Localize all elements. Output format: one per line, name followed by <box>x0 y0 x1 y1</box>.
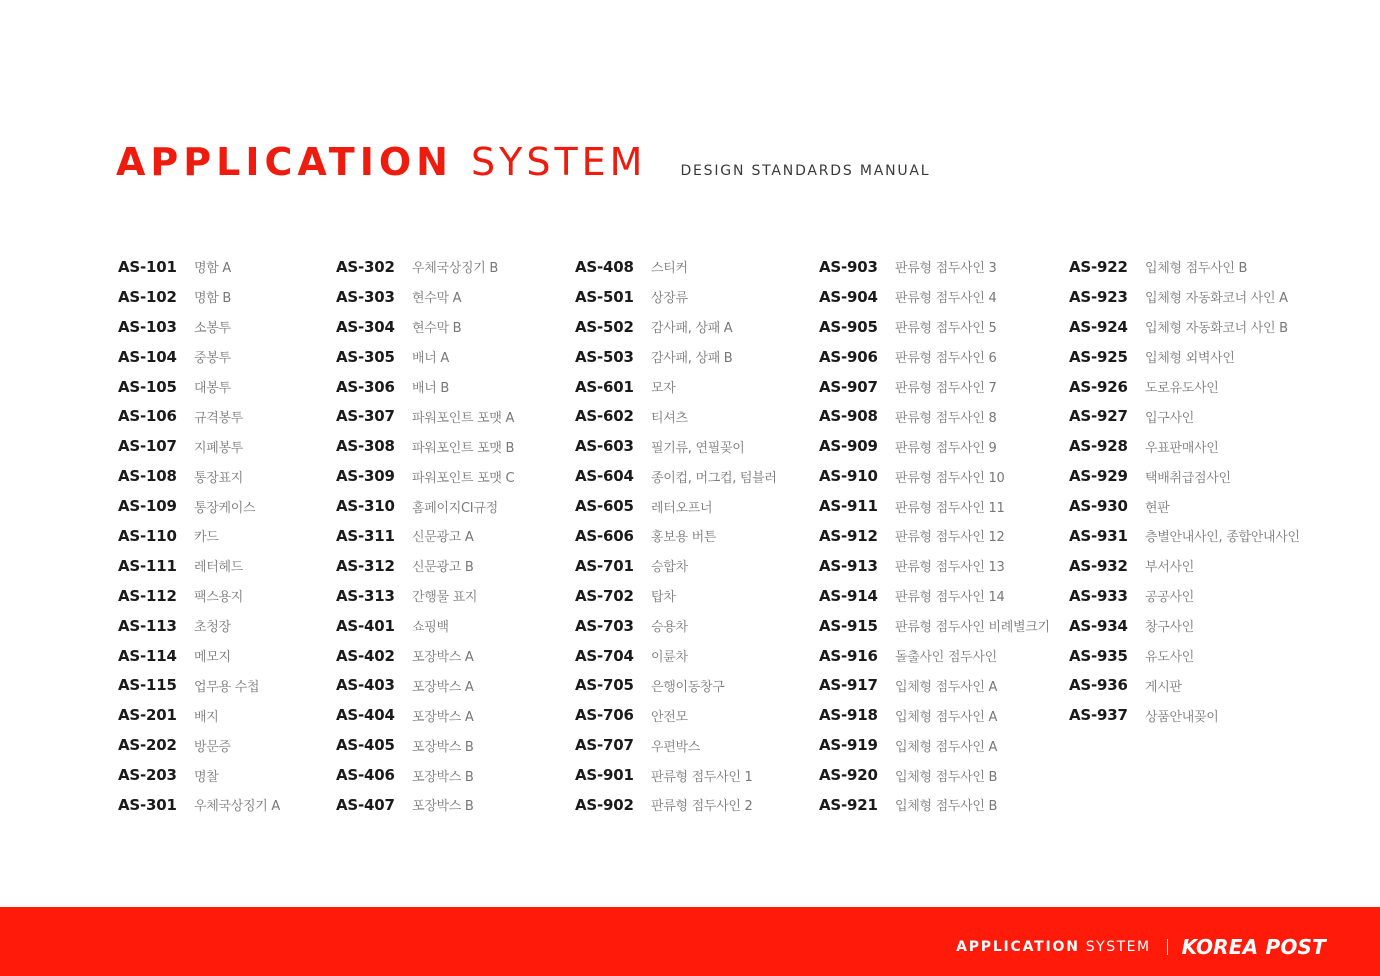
index-item <box>1069 342 1300 372</box>
index-item <box>1069 551 1300 581</box>
item-code: AS-928 <box>1069 437 1128 456</box>
item-name: 감사패, 상패 A <box>651 321 733 337</box>
index-item <box>575 670 777 700</box>
item-name: 신문광고 A <box>412 530 474 546</box>
index-item <box>575 700 777 730</box>
item-name: 은행이동창구 <box>651 679 725 695</box>
item-code: AS-403 <box>336 676 395 695</box>
item-code: AS-917 <box>819 676 878 695</box>
item-name: 포장박스 A <box>412 650 474 666</box>
item-code: AS-601 <box>575 377 634 396</box>
index-item <box>336 401 514 431</box>
item-code: AS-926 <box>1069 377 1128 396</box>
item-name: 신문광고 B <box>412 560 474 576</box>
item-name: 우체국상징기 B <box>412 261 498 277</box>
item-name: 상품안내꽂이 <box>1145 709 1219 725</box>
item-name: 판류형 점두사인 13 <box>895 560 1005 576</box>
index-item <box>819 581 1050 611</box>
item-name: 메모지 <box>194 650 231 666</box>
index-item <box>819 670 1050 700</box>
index-item <box>575 790 777 820</box>
index-item <box>575 760 777 790</box>
index-item <box>118 461 280 491</box>
index-item <box>118 641 280 671</box>
item-code: AS-308 <box>336 437 395 456</box>
index-item <box>336 730 514 760</box>
item-code: AS-302 <box>336 257 395 276</box>
item-name: 레터헤드 <box>194 560 244 576</box>
index-item <box>336 431 514 461</box>
item-name: 포장박스 B <box>412 739 474 755</box>
item-code: AS-303 <box>336 287 395 306</box>
item-code: AS-307 <box>336 407 395 426</box>
index-item <box>336 700 514 730</box>
index-item <box>575 342 777 372</box>
index-item <box>819 521 1050 551</box>
item-name: 카드 <box>194 530 219 546</box>
item-code: AS-701 <box>575 556 634 575</box>
index-item <box>575 312 777 342</box>
index-item <box>336 521 514 551</box>
item-code: AS-909 <box>819 437 878 456</box>
index-item <box>1069 431 1300 461</box>
index-item <box>575 581 777 611</box>
index-item <box>1069 521 1300 551</box>
item-name: 창구사인 <box>1145 620 1195 636</box>
item-code: AS-704 <box>575 646 634 665</box>
item-code: AS-929 <box>1069 467 1128 486</box>
index-item <box>819 760 1050 790</box>
application-index <box>0 252 1380 832</box>
item-name: 명함 A <box>194 261 231 277</box>
item-name: 입구사인 <box>1145 410 1195 426</box>
index-item <box>575 491 777 521</box>
item-code: AS-401 <box>336 616 395 635</box>
item-name: 소봉투 <box>194 321 231 337</box>
item-code: AS-906 <box>819 347 878 366</box>
item-name: 판류형 점두사인 8 <box>895 410 997 426</box>
item-code: AS-920 <box>819 766 878 785</box>
index-item <box>336 282 514 312</box>
item-code: AS-311 <box>336 526 395 545</box>
item-name: 입체형 점두사인 B <box>1145 261 1248 277</box>
index-column-3 <box>575 252 777 820</box>
item-name: 배지 <box>194 709 219 725</box>
item-code: AS-203 <box>118 766 177 785</box>
index-item <box>118 401 280 431</box>
index-item <box>118 282 280 312</box>
item-code: AS-109 <box>118 497 177 516</box>
item-name: 포장박스 A <box>412 679 474 695</box>
item-code: AS-105 <box>118 377 177 396</box>
item-name: 판류형 점두사인 10 <box>895 470 1005 486</box>
item-name: 판류형 점두사인 6 <box>895 351 997 367</box>
footer-divider <box>1167 939 1168 955</box>
item-name: 입체형 점두사인 A <box>895 709 998 725</box>
item-name: 포장박스 B <box>412 799 474 815</box>
item-name: 판류형 점두사인 2 <box>651 799 753 815</box>
item-code: AS-901 <box>575 766 634 785</box>
item-code: AS-904 <box>819 287 878 306</box>
item-name: 입체형 점두사인 B <box>895 769 998 785</box>
subtitle: DESIGN STANDARDS MANUAL <box>680 163 931 179</box>
item-code: AS-921 <box>819 795 878 814</box>
index-item <box>1069 461 1300 491</box>
index-item <box>575 521 777 551</box>
index-item <box>336 790 514 820</box>
index-item <box>118 312 280 342</box>
item-name: 승합차 <box>651 560 688 576</box>
item-name: 게시판 <box>1145 679 1182 695</box>
index-item <box>575 461 777 491</box>
title-application: APPLICATION <box>116 140 453 184</box>
item-code: AS-933 <box>1069 586 1128 605</box>
item-name: 돌출사인 점두사인 <box>895 650 997 666</box>
item-code: AS-502 <box>575 317 634 336</box>
item-code: AS-702 <box>575 586 634 605</box>
index-item <box>336 611 514 641</box>
item-name: 명함 B <box>194 291 231 307</box>
item-name: 업무용 수첩 <box>194 679 260 695</box>
item-name: 상장류 <box>651 291 688 307</box>
item-code: AS-927 <box>1069 407 1128 426</box>
item-name: 판류형 점두사인 14 <box>895 590 1005 606</box>
item-code: AS-201 <box>118 706 177 725</box>
item-code: AS-108 <box>118 467 177 486</box>
item-code: AS-603 <box>575 437 634 456</box>
item-name: 우편박스 <box>651 739 701 755</box>
item-name: 티셔츠 <box>651 410 688 426</box>
item-code: AS-902 <box>575 795 634 814</box>
item-code: AS-115 <box>118 676 177 695</box>
item-code: AS-313 <box>336 586 395 605</box>
index-item <box>819 372 1050 402</box>
index-item <box>819 431 1050 461</box>
index-item <box>118 252 280 282</box>
item-code: AS-306 <box>336 377 395 396</box>
item-name: 입체형 점두사인 B <box>895 799 998 815</box>
item-name: 입체형 점두사인 A <box>895 679 998 695</box>
item-name: 간행물 표지 <box>412 590 478 606</box>
index-item <box>118 581 280 611</box>
index-item <box>1069 611 1300 641</box>
index-item <box>575 282 777 312</box>
index-item <box>1069 401 1300 431</box>
item-name: 배너 B <box>412 381 449 396</box>
index-item <box>575 372 777 402</box>
item-code: AS-910 <box>819 467 878 486</box>
item-name: 택배취급점사인 <box>1145 470 1231 486</box>
index-item <box>336 641 514 671</box>
item-name: 통장표지 <box>194 470 244 486</box>
item-code: AS-604 <box>575 467 634 486</box>
item-code: AS-402 <box>336 646 395 665</box>
item-name: 현수막 B <box>412 321 462 337</box>
item-code: AS-707 <box>575 736 634 755</box>
item-name: 승용차 <box>651 620 688 636</box>
item-name: 홍보용 버튼 <box>651 530 717 546</box>
index-item <box>118 700 280 730</box>
item-name: 우표판매사인 <box>1145 440 1219 456</box>
item-code: AS-301 <box>118 795 177 814</box>
item-name: 레터오프너 <box>651 500 713 516</box>
index-item <box>575 551 777 581</box>
index-item <box>575 611 777 641</box>
item-code: AS-914 <box>819 586 878 605</box>
item-code: AS-925 <box>1069 347 1128 366</box>
item-name: 우체국상징기 A <box>194 799 280 815</box>
item-name: 지폐봉투 <box>194 440 244 456</box>
item-name: 규격봉투 <box>194 410 244 426</box>
item-code: AS-908 <box>819 407 878 426</box>
item-name: 탑차 <box>651 590 676 606</box>
index-item <box>118 790 280 820</box>
item-code: AS-934 <box>1069 616 1128 635</box>
item-code: AS-406 <box>336 766 395 785</box>
index-item <box>118 730 280 760</box>
index-item <box>575 401 777 431</box>
item-name: 이륜차 <box>651 650 688 666</box>
item-code: AS-923 <box>1069 287 1128 306</box>
index-item <box>819 461 1050 491</box>
index-item <box>575 431 777 461</box>
index-column-4 <box>819 252 1050 820</box>
item-name: 판류형 점두사인 1 <box>651 769 753 785</box>
item-name: 입체형 자동화코너 사인 A <box>1145 291 1288 307</box>
index-item <box>1069 282 1300 312</box>
item-name: 안전모 <box>651 709 688 725</box>
index-item <box>118 760 280 790</box>
item-code: AS-312 <box>336 556 395 575</box>
korea-post-logo: KOREA POST <box>1181 935 1326 959</box>
item-name: 팩스용지 <box>194 590 244 606</box>
index-item <box>336 342 514 372</box>
item-name: 입체형 점두사인 A <box>895 739 998 755</box>
index-item <box>1069 670 1300 700</box>
item-code: AS-935 <box>1069 646 1128 665</box>
item-code: AS-304 <box>336 317 395 336</box>
index-item <box>819 342 1050 372</box>
item-name: 감사패, 상패 B <box>651 351 733 367</box>
item-name: 유도사인 <box>1145 650 1195 666</box>
item-code: AS-107 <box>118 437 177 456</box>
item-code: AS-922 <box>1069 257 1128 276</box>
item-code: AS-705 <box>575 676 634 695</box>
item-name: 파워포인트 포맷 A <box>412 410 515 426</box>
item-code: AS-112 <box>118 586 177 605</box>
index-item <box>336 372 514 402</box>
item-code: AS-911 <box>819 497 878 516</box>
item-name: 명찰 <box>194 769 219 785</box>
item-name: 모자 <box>651 381 676 396</box>
index-item <box>336 491 514 521</box>
index-item <box>336 581 514 611</box>
index-item <box>118 611 280 641</box>
index-item <box>336 670 514 700</box>
item-code: AS-113 <box>118 616 177 635</box>
index-item <box>118 521 280 551</box>
item-code: AS-404 <box>336 706 395 725</box>
item-name: 판류형 점두사인 3 <box>895 261 997 277</box>
item-code: AS-405 <box>336 736 395 755</box>
item-name: 필기류, 연필꽂이 <box>651 440 745 456</box>
index-item <box>118 491 280 521</box>
index-item <box>1069 372 1300 402</box>
item-name: 종이컵, 머그컵, 텀블러 <box>651 470 777 486</box>
item-code: AS-606 <box>575 526 634 545</box>
index-item <box>819 491 1050 521</box>
item-name: 부서사인 <box>1145 560 1195 576</box>
item-code: AS-932 <box>1069 556 1128 575</box>
index-item <box>819 730 1050 760</box>
index-item <box>118 670 280 700</box>
item-name: 공공사인 <box>1145 590 1195 606</box>
item-name: 스티커 <box>651 261 688 277</box>
footer-bar <box>0 907 1380 976</box>
index-item <box>336 461 514 491</box>
index-item <box>575 252 777 282</box>
index-item <box>118 372 280 402</box>
item-code: AS-102 <box>118 287 177 306</box>
index-item <box>1069 252 1300 282</box>
index-column-5 <box>1069 252 1300 730</box>
item-name: 판류형 점두사인 4 <box>895 291 997 307</box>
index-item <box>819 312 1050 342</box>
item-name: 입체형 외벽사인 <box>1145 351 1235 367</box>
index-item <box>1069 641 1300 671</box>
index-item <box>1069 700 1300 730</box>
index-item <box>819 551 1050 581</box>
index-item <box>819 611 1050 641</box>
index-item <box>1069 312 1300 342</box>
item-code: AS-305 <box>336 347 395 366</box>
item-code: AS-202 <box>118 736 177 755</box>
item-name: 파워포인트 포맷 C <box>412 470 515 486</box>
footer-branding <box>956 935 1326 959</box>
item-code: AS-111 <box>118 556 177 575</box>
item-name: 판류형 점두사인 5 <box>895 321 997 337</box>
item-name: 방문증 <box>194 739 231 755</box>
index-column-2 <box>336 252 514 820</box>
item-code: AS-706 <box>575 706 634 725</box>
item-name: 현수막 A <box>412 291 462 307</box>
item-code: AS-924 <box>1069 317 1128 336</box>
item-code: AS-106 <box>118 407 177 426</box>
item-name: 도로유도사인 <box>1145 381 1219 396</box>
index-item <box>118 431 280 461</box>
item-name: 현판 <box>1145 500 1170 516</box>
item-name: 초청장 <box>194 620 231 636</box>
item-code: AS-937 <box>1069 706 1128 725</box>
item-code: AS-114 <box>118 646 177 665</box>
index-item <box>819 252 1050 282</box>
item-code: AS-309 <box>336 467 395 486</box>
title-system: SYSTEM <box>470 140 647 184</box>
item-code: AS-931 <box>1069 526 1128 545</box>
index-item <box>1069 581 1300 611</box>
index-item <box>336 312 514 342</box>
item-code: AS-907 <box>819 377 878 396</box>
item-name: 대봉투 <box>194 381 231 396</box>
item-name: 판류형 점두사인 11 <box>895 500 1005 516</box>
item-name: 판류형 점두사인 12 <box>895 530 1005 546</box>
item-code: AS-605 <box>575 497 634 516</box>
index-item <box>1069 491 1300 521</box>
item-name: 배너 A <box>412 351 449 367</box>
index-item <box>819 700 1050 730</box>
item-code: AS-915 <box>819 616 878 635</box>
index-item <box>819 401 1050 431</box>
item-code: AS-905 <box>819 317 878 336</box>
item-name: 포장박스 A <box>412 709 474 725</box>
item-code: AS-918 <box>819 706 878 725</box>
item-name: 포장박스 B <box>412 769 474 785</box>
footer-application: APPLICATION <box>956 939 1080 955</box>
index-item <box>819 641 1050 671</box>
index-item <box>575 641 777 671</box>
item-code: AS-503 <box>575 347 634 366</box>
item-name: 판류형 점두사인 비례별크기 <box>895 620 1050 636</box>
page-header <box>116 140 930 184</box>
index-item <box>118 551 280 581</box>
index-item <box>336 760 514 790</box>
item-code: AS-903 <box>819 257 878 276</box>
item-name: 파워포인트 포맷 B <box>412 440 515 456</box>
item-code: AS-310 <box>336 497 395 516</box>
index-item <box>819 790 1050 820</box>
item-code: AS-103 <box>118 317 177 336</box>
index-item <box>118 342 280 372</box>
item-code: AS-912 <box>819 526 878 545</box>
item-code: AS-501 <box>575 287 634 306</box>
item-name: 쇼핑백 <box>412 620 449 636</box>
index-item <box>575 730 777 760</box>
item-code: AS-110 <box>118 526 177 545</box>
item-code: AS-913 <box>819 556 878 575</box>
item-name: 판류형 점두사인 9 <box>895 440 997 456</box>
item-name: 판류형 점두사인 7 <box>895 381 997 396</box>
index-item <box>819 282 1050 312</box>
item-name: 층별안내사인, 종합안내사인 <box>1145 530 1300 546</box>
item-code: AS-101 <box>118 257 177 276</box>
item-code: AS-936 <box>1069 676 1128 695</box>
item-code: AS-919 <box>819 736 878 755</box>
item-code: AS-930 <box>1069 497 1128 516</box>
index-column-1 <box>118 252 280 820</box>
item-name: 중봉투 <box>194 351 231 367</box>
item-code: AS-703 <box>575 616 634 635</box>
item-code: AS-602 <box>575 407 634 426</box>
index-item <box>336 551 514 581</box>
item-code: AS-916 <box>819 646 878 665</box>
item-code: AS-104 <box>118 347 177 366</box>
item-name: 홈페이지CI규정 <box>412 500 498 516</box>
item-name: 통장케이스 <box>194 500 256 516</box>
item-code: AS-408 <box>575 257 634 276</box>
item-name: 입체형 자동화코너 사인 B <box>1145 321 1288 337</box>
footer-system: SYSTEM <box>1085 939 1151 955</box>
item-code: AS-407 <box>336 795 395 814</box>
index-item <box>336 252 514 282</box>
